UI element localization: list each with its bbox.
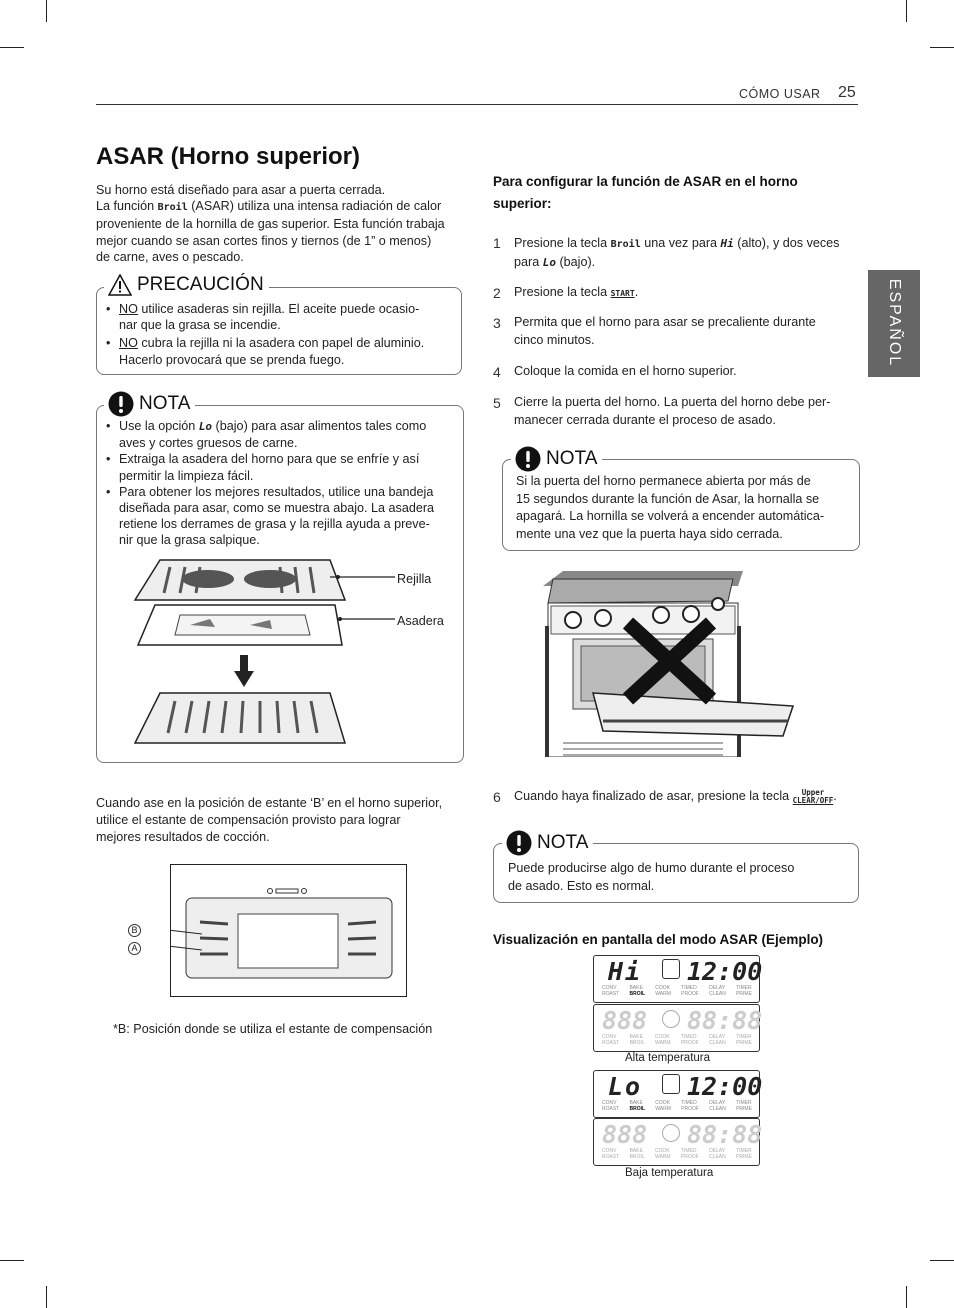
intro-line: proveniente de la hornilla de gas superior. Esta función trabaja xyxy=(96,217,445,232)
rack-footnote: *B: Posición donde se utiliza el estante de compensación xyxy=(113,1022,433,1036)
note-item: • Extraiga la asadera del horno para que se enfríe y así permitir la limpieza fácil. xyxy=(105,451,455,483)
exclamation-icon xyxy=(506,830,532,856)
caution-title: PRECAUCIÓN xyxy=(104,274,269,296)
lcd-clock: 12:00 xyxy=(687,1072,763,1101)
crop-mark xyxy=(906,0,907,22)
step-text: Cierre la puerta del horno. La puerta del horno debe per- manecer cerrada durante el proceso de asado. xyxy=(514,395,831,427)
lcd-panel-blank xyxy=(593,1118,763,1166)
lcd-panel-high xyxy=(593,955,763,1003)
step-number: 4 xyxy=(493,364,501,380)
warning-icon xyxy=(108,274,132,296)
lcd-clock: 12:00 xyxy=(687,957,763,986)
step-text: Presione la tecla Broil una vez para Hi (alto), y dos veces para Lo (bajo). xyxy=(514,236,840,269)
caution-item: • NO utilice asaderas sin rejilla. El aceite puede ocasio- nar que la grasa se incendie. xyxy=(105,301,445,333)
step-text: Cuando haya finalizado de asar, presione la tecla Upper CLEAR/OFF . xyxy=(514,788,837,805)
rack-illustration xyxy=(135,560,345,600)
lcd-clock: 88:88 xyxy=(687,1120,763,1149)
caution-item: • NO cubra la rejilla ni la asadera con papel de aluminio. Hacerlo provocará que se prenda fuego. xyxy=(105,335,445,367)
intro-line: mejor cuando se asan cortes finos y tiernos (de 1” o menos) xyxy=(96,233,432,248)
lcd-labels-row: CONV ROAST BAKE BROIL COOK WARM TIMED PROOF DELAY CLEAN TIMER PRIME xyxy=(602,985,752,997)
crop-mark xyxy=(930,1260,954,1261)
lcd-mode-readout: Lo xyxy=(608,1072,643,1101)
note-text: Puede producirse algo de humo durante el proceso de asado. Esto es normal. xyxy=(508,861,795,893)
assembled-pan-illustration xyxy=(135,693,345,743)
lo-glyph: Lo xyxy=(198,420,213,433)
step-text: Permita que el horno para asar se precaliente durante cinco minutos. xyxy=(514,315,816,347)
lcd-mode-readout: 888 xyxy=(602,1120,648,1149)
oven-rack-diagram xyxy=(170,864,408,998)
lcd-mode-readout: Hi xyxy=(608,957,643,986)
lcd-clock: 88:88 xyxy=(687,1006,763,1035)
lcd-panel-blank xyxy=(593,1004,763,1052)
note-title: NOTA xyxy=(502,830,593,856)
note-item: • Use la opción Lo (bajo) para asar alimentos tales como aves y cortes gruesos de carne. xyxy=(105,418,455,451)
section-header: CÓMO USAR xyxy=(739,87,821,101)
crop-mark xyxy=(0,1260,24,1261)
lo-glyph: Lo xyxy=(542,255,556,269)
broil-key-glyph: Broil xyxy=(610,239,641,250)
rack-a-marker: A xyxy=(128,942,141,955)
exclamation-icon xyxy=(515,446,541,472)
lcd-indicator xyxy=(662,1124,680,1142)
start-key-glyph: START xyxy=(610,289,635,298)
display-heading: Visualización en pantalla del modo ASAR (Ejemplo) xyxy=(493,932,824,947)
page-title: ASAR (Horno superior) xyxy=(96,143,360,170)
note-list xyxy=(105,418,455,549)
crop-mark xyxy=(46,0,47,22)
lcd-indicator xyxy=(662,1074,680,1094)
broil-pan-illustration xyxy=(130,555,400,755)
note-text: Si la puerta del horno permanece abierta por más de 15 segundos durante la función de Asar, la hornalla se apagará. La hornilla se volverá a encender automática- mente una vez que la puerta haya sido cerrada. xyxy=(516,474,825,541)
lcd-indicator xyxy=(662,959,680,979)
note-item: • Para obtener los mejores resultados, utilice una bandeja diseñada para asar, como se muestra abajo. La asadera retiene los derrames de grasa y la rejilla ayuda a preve- nir que la grasa salpique. xyxy=(105,484,455,549)
note-title: NOTA xyxy=(511,446,602,472)
header-rule xyxy=(96,104,858,105)
pan-label: Asadera xyxy=(397,614,444,628)
step-number: 5 xyxy=(493,395,501,411)
step-number: 2 xyxy=(493,285,501,301)
rack-b-marker: B xyxy=(128,924,141,937)
lcd-caption: Alta temperatura xyxy=(625,1052,711,1064)
upper-clear-off-key-glyph: Upper CLEAR/OFF xyxy=(792,788,834,805)
language-tab-label: ESPAÑOL xyxy=(886,278,903,368)
rack-position-paragraph: Cuando ase en la posición de estante ‘B’ en el horno superior, utilice el estante de compensación provisto para lograr mejores resultados de cocción. xyxy=(96,796,443,844)
rack-label: Rejilla xyxy=(397,572,432,586)
lcd-labels-row: CONV ROAST BAKE BROIL COOK WARM TIMED PROOF DELAY CLEAN TIMER PRIME xyxy=(602,1148,752,1160)
drip-pan-illustration xyxy=(138,605,342,645)
arrow-down-icon xyxy=(240,655,248,673)
step-text: Coloque la comida en el horno superior. xyxy=(514,364,737,378)
hi-glyph: Hi xyxy=(720,237,734,250)
caution-list xyxy=(105,301,445,368)
lcd-caption: Baja temperatura xyxy=(625,1167,714,1179)
crop-mark xyxy=(906,1286,907,1308)
page-number: 25 xyxy=(838,84,856,101)
intro-line: La función Broil (ASAR) utiliza una intensa radiación de calor xyxy=(96,199,442,214)
exclamation-icon xyxy=(108,391,134,417)
lcd-labels-row: CONV ROAST BAKE BROIL COOK WARM TIMED PROOF DELAY CLEAN TIMER PRIME xyxy=(602,1100,752,1112)
broil-key-glyph: Broil xyxy=(157,202,188,214)
step-number: 1 xyxy=(493,235,501,251)
crop-mark xyxy=(0,47,24,48)
intro-line: Su horno está diseñado para asar a puerta cerrada. xyxy=(96,183,386,197)
step-text: Presione la tecla START. xyxy=(514,285,639,299)
lcd-panel-low xyxy=(593,1070,763,1118)
open-oven-illustration xyxy=(543,571,799,757)
crop-mark xyxy=(46,1286,47,1308)
step-number: 6 xyxy=(493,789,501,805)
config-heading: Para configurar la función de ASAR en el horno superior: xyxy=(493,174,798,211)
lcd-mode-readout: 888 xyxy=(602,1006,648,1035)
step-number: 3 xyxy=(493,315,501,331)
language-tab xyxy=(868,270,920,377)
intro-line: de carne, aves o pescado. xyxy=(96,249,244,264)
note-title: NOTA xyxy=(104,391,195,417)
lcd-indicator xyxy=(662,1010,680,1028)
crop-mark xyxy=(930,47,954,48)
lcd-labels-row: CONV ROAST BAKE BROIL COOK WARM TIMED PROOF DELAY CLEAN TIMER PRIME xyxy=(602,1034,752,1046)
intro-paragraph xyxy=(96,182,466,265)
